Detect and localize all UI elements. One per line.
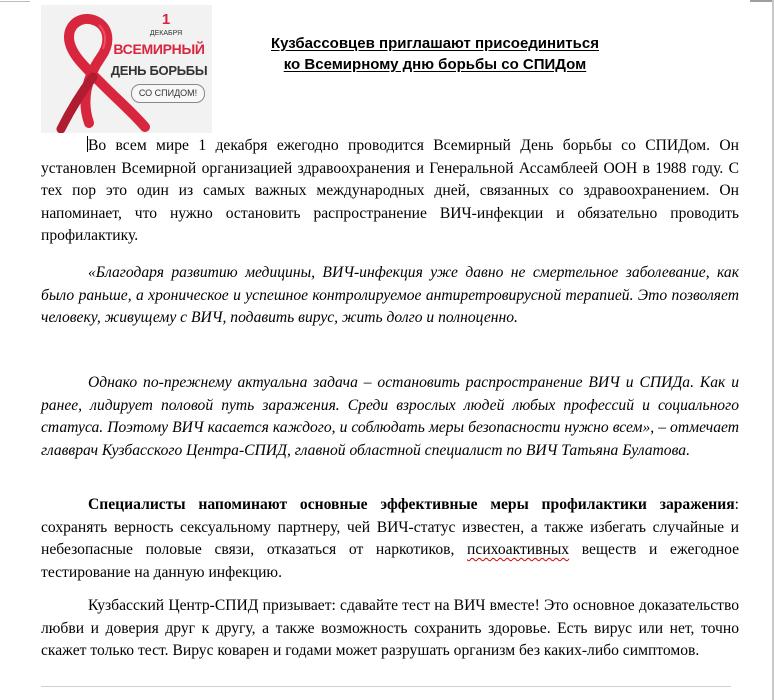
logo-line-3: СО СПИДОМ! <box>131 84 205 103</box>
world-aids-day-logo <box>41 5 212 133</box>
logo-month: ДЕКАБРЯ <box>149 30 183 37</box>
prevention-text-b: веществ и ежегодное тестирование на данную инфекцию. <box>41 541 739 581</box>
paragraph-call-to-action-text: Кузбасский Центр-СПИД призывает: сдавайте тест на ВИЧ вместе! Это основное доказательство любви и доверия друг к другу, а также возможность сохранить здоровье. Есть вирус или нет, точно скажет только тест. Вирус коварен и годами может разрушать организм без каких-либо симптомов. <box>41 597 739 660</box>
logo-line-1: ВСЕМИРНЫЙ <box>113 41 205 57</box>
paragraph-call-to-action <box>41 595 739 663</box>
top-rule-right <box>750 0 774 2</box>
paragraph-intro <box>41 135 739 248</box>
paragraph-quote-1 <box>41 262 739 330</box>
paragraph-quote-2-text: Однако по-прежнему актуальна задача – остановить распространение ВИЧ и СПИДа. Как и ранее, лидирует половой путь заражения. Среди взрослых людей любых профессий и социального статуса. Поэтому ВИЧ касается каждого, и соблюдать меры безопасности нужно всем», – отмечает главврач Кузбасского Центра-СПИД, главной областной специалист по ВИЧ Татьяна Булатова. <box>41 374 739 459</box>
page-bottom-rule <box>41 686 731 687</box>
logo-day: 1 <box>161 11 171 28</box>
title-line-1: Кузбассовцев приглашают присоединиться <box>271 35 599 52</box>
paragraph-quote-2 <box>41 372 739 462</box>
logo-line-2: ДЕНЬ БОРЬБЫ <box>110 63 208 78</box>
page-top-edge <box>0 0 774 4</box>
title-line-2: ко Всемирному дню борьбы со СПИДом <box>283 56 587 73</box>
top-rule-left <box>0 1 30 2</box>
article-title <box>260 33 610 75</box>
prevention-heading-bold: Специалисты напоминают основные эффективные меры профилактики заражения <box>88 496 735 513</box>
paragraph-prevention <box>41 494 739 584</box>
spellcheck-word: психоактивных <box>467 541 570 559</box>
prevention-text-a: : сохранять верность сексуальному партнеру, чей ВИЧ-статус известен, а также избегать случайные и небезопасные половые связи, отказаться от наркотиков, <box>41 496 739 559</box>
paragraph-intro-text: Во всем мире 1 декабря ежегодно проводится Всемирный День борьбы со СПИДом. Он установлен Всемирной организацией здравоохранения и Генеральной Ассамблеей ООН в 1988 году. С тех пор это один из самых важных международных дней, связанных со здравоохранением. Он напоминает, что нужно остановить распространение ВИЧ-инфекции и обязательно проводить профилактику. <box>41 137 739 245</box>
paragraph-quote-1-text: «Благодаря развитию медицины, ВИЧ-инфекция уже давно не смертельное заболевание, как было раньше, а хроническое и успешное контролируемое антиретровирусной терапией. Это позволяет человеку, живущему с ВИЧ, подавить вирус, жить долго и полноценно. <box>41 264 739 327</box>
